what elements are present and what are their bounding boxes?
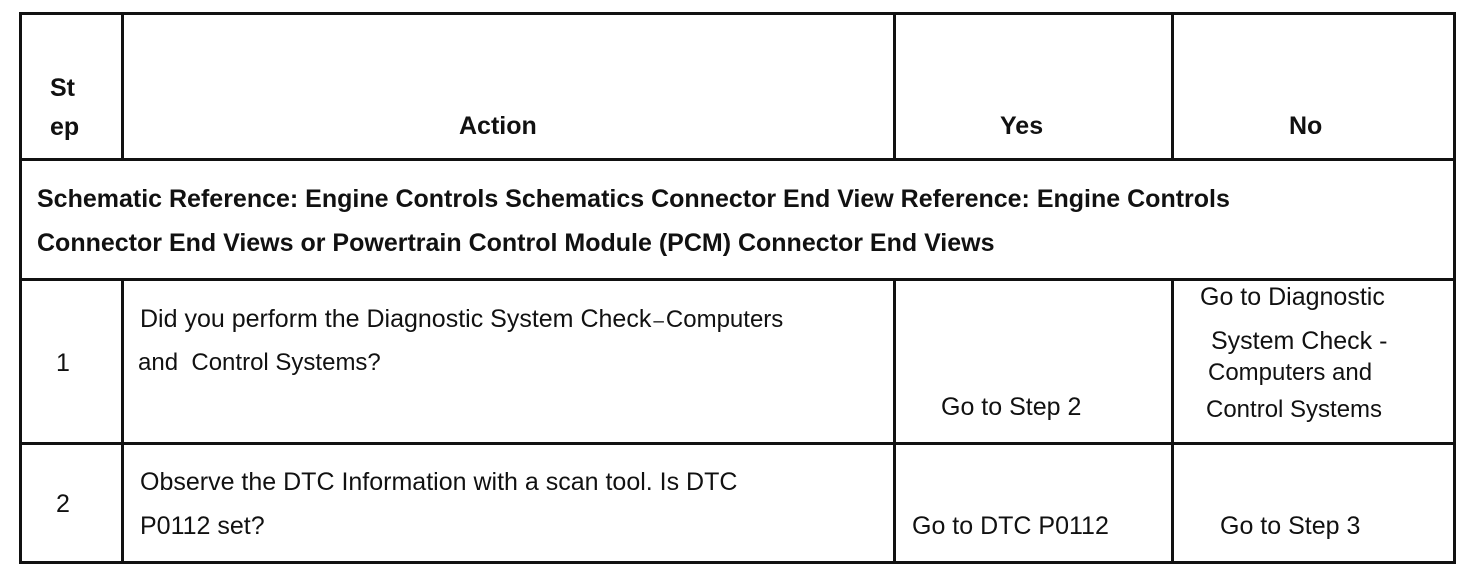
- header-action: Action: [459, 112, 537, 140]
- row1-action-line1: Did you perform the Diagnostic System Check –Computers: [140, 305, 784, 333]
- reference-divider: [19, 278, 1456, 281]
- header-yes: Yes: [1000, 112, 1044, 140]
- row1-step: 1: [56, 349, 70, 377]
- header-divider: [19, 158, 1456, 161]
- row1-action-line2: and Control Systems?: [138, 349, 381, 376]
- row2-action-line2: P0112 set?: [140, 512, 265, 540]
- col-divider-action: [893, 12, 896, 161]
- reference-line1: Schematic Reference: Engine Controls Schematics Connector End View Reference: Engine Controls: [37, 185, 1230, 213]
- row2-action-line1: Observe the DTC Information with a scan tool. Is DTC: [140, 468, 738, 496]
- row2-step: 2: [56, 490, 70, 518]
- row-divider: [19, 442, 1456, 445]
- table-border-left: [19, 12, 22, 564]
- col-divider-step: [121, 278, 124, 564]
- col-divider-yes: [1171, 12, 1174, 161]
- row1-no-line4: Control Systems: [1206, 396, 1383, 423]
- header-step-line2: ep: [50, 113, 80, 141]
- table-border-top: [19, 12, 1456, 15]
- col-divider-action: [893, 278, 896, 564]
- col-divider-yes: [1171, 278, 1174, 564]
- reference-line2: Connector End Views or Powertrain Control Module (PCM) Connector End Views: [37, 229, 995, 257]
- table-border-right: [1453, 12, 1456, 564]
- header-step-line1: St: [50, 74, 75, 102]
- row1-no-line1: Go to Diagnostic: [1200, 283, 1385, 311]
- row1-yes: Go to Step 2: [941, 393, 1082, 421]
- col-divider-step: [121, 12, 124, 161]
- header-no: No: [1289, 112, 1323, 140]
- row1-no-line3: Computers and: [1208, 359, 1373, 386]
- row1-no-line2: System Check -: [1211, 327, 1388, 355]
- table-border-bottom: [19, 561, 1456, 564]
- row2-no: Go to Step 3: [1220, 512, 1361, 540]
- row2-yes: Go to DTC P0112: [912, 512, 1109, 540]
